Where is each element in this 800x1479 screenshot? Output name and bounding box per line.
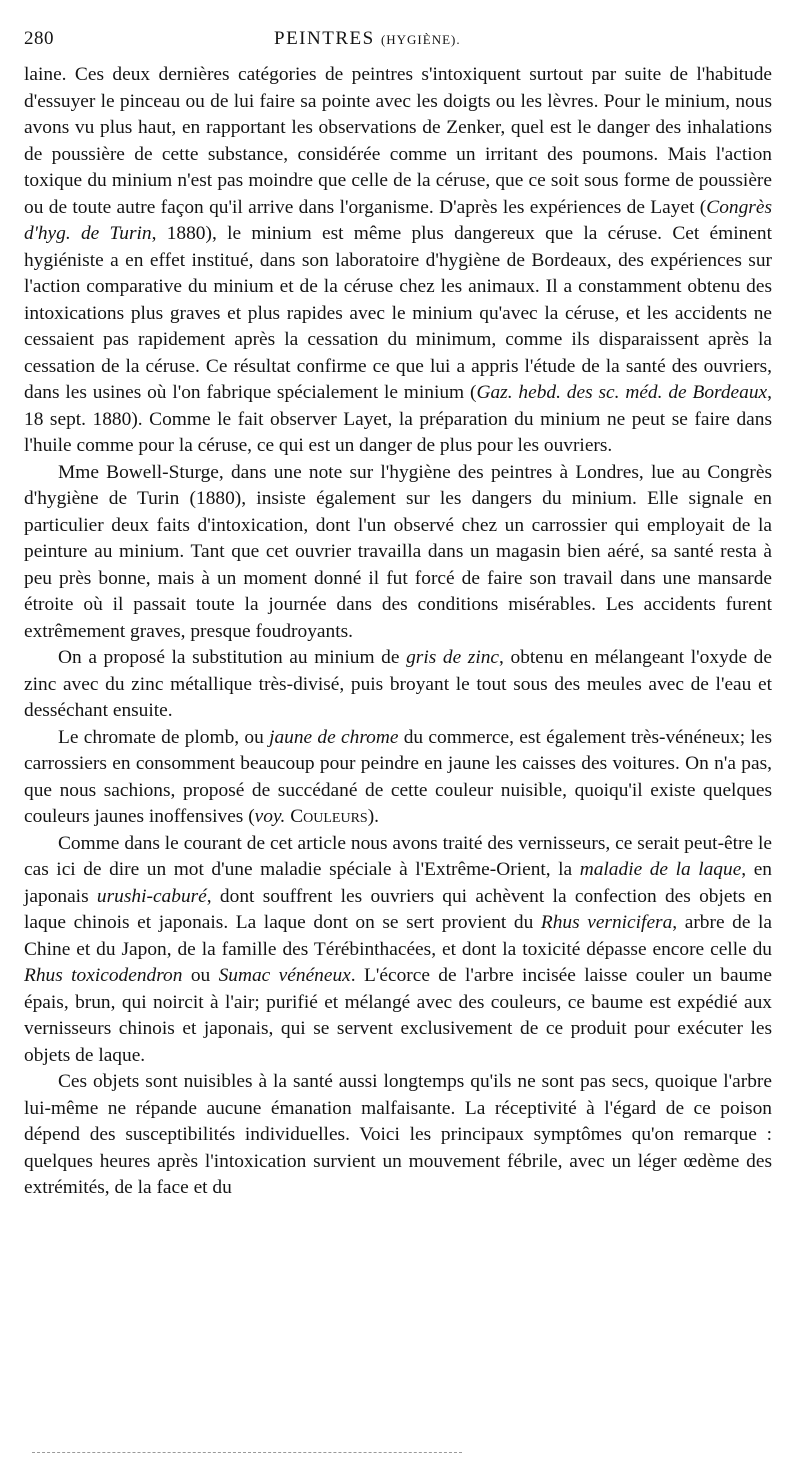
text-run: On a proposé la substitution au minium de: [58, 647, 407, 668]
running-head-title: PEINTRES: [274, 28, 375, 49]
text-run: , obtenu en mélangeant l'oxyde de zinc avec du zinc métallique très-divisé, puis broyant le tout sous des meules avec de l'eau et desséchant ensuite.: [24, 647, 772, 721]
text-run: Comme dans le courant de cet article nous avons traité des vernisseurs, ce serait peut-être le cas ici de dire un mot d'une maladie spéciale à l'Extrême-Orient, la: [24, 832, 772, 880]
page: [24, 28, 772, 1202]
italic-span: Rhus toxicodendron: [24, 965, 183, 986]
italic-span: gris de zinc: [406, 647, 500, 668]
footer-rule: [32, 1452, 462, 1453]
small-caps-span: Couleurs: [290, 806, 368, 827]
text-run: , arbre de la Chine et du Japon, de la famille des Térébinthacées, et dont la toxicité dépasse encore celle du: [24, 912, 772, 960]
italic-span: maladie de la laque: [579, 859, 742, 880]
paragraph: [24, 831, 772, 1070]
text-run: Le chromate de plomb, ou: [58, 726, 270, 748]
italic-span: Sumac vénéneux: [218, 965, 351, 986]
body-text: [24, 62, 772, 1202]
running-head-subtitle: (HYGIÈNE).: [380, 32, 461, 47]
italic-span: Gaz. hebd. des sc. méd. de Bordeaux: [476, 382, 768, 403]
text-run: . L'écorce de l'arbre incisée laisse couler un baume épais, brun, qui noircit à l'air; purifié et mélangé avec des couleurs, ce baume est expédié aux vernisseurs chinois et japonais, qui se servent exclusivement de ce produit pour exécuter les objets de laque.: [24, 965, 772, 1066]
paragraph: [24, 1069, 772, 1202]
text-run: Ces objets sont nuisibles à la santé aussi longtemps qu'ils ne sont pas secs, quoique l'arbre lui-même ne répande aucune émanation malfaisante. La réceptivité à l'égard de ce poison dépend des susceptibilités individuelles. Voici les principaux symptômes qu'on remarque : quelques heures après l'intoxication survient un mouvement fébrile, avec un léger œdème des extrémités, de la face et du: [24, 1071, 772, 1198]
paragraph: [24, 62, 772, 460]
italic-span: Congrès d'hyg. de Turin: [24, 196, 772, 244]
italic-span: urushi-caburé: [96, 885, 207, 907]
running-head: [274, 28, 461, 50]
italic-span: jaune de chrome: [269, 726, 399, 748]
italic-span: voy.: [254, 806, 286, 827]
page-header: [24, 28, 772, 62]
text-run: du commerce, est également très-vénéneux; les carrossiers en consomment beaucoup pour peindre en jaune les caisses des voitures. On n'a pas, que nous sachions, proposé de succédané de cette couleur nuisible, quoiqu'il existe quelques couleurs jaunes inoffensives (: [24, 726, 772, 827]
text-run: Mme Bowell-Sturge, dans une note sur l'hygiène des peintres à Londres, lue au Congrès d'hygiène de Turin (1880), insiste également sur les dangers du minium. Elle signale en particulier deux faits d'intoxication, dont l'un observé chez un carrossier qui employait de la peinture au minium. Tant que cet ouvrier travailla dans un magasin bien aéré, sa santé resta à peu près bonne, mais à un moment donné il fut forcé de faire son travail dans une mansarde étroite où il passait toute la journée dans des conditions misérables. Les accidents furent extrêmement graves, presque foudroyants.: [24, 461, 772, 642]
paragraph: [24, 460, 772, 646]
text-run: , en japonais: [24, 859, 772, 907]
page-number: 280: [24, 28, 54, 49]
text-run: , 18 sept. 1880). Comme le fait observer Layet, la préparation du minium ne peut se faire dans l'huile comme pour la céruse, ce qui est un danger de plus pour les ouvriers.: [24, 382, 772, 456]
text-run: ).: [367, 806, 380, 827]
text-run: , dont souffrent les ouvriers qui achèvent la confection des objets en laque chinois et japonais. La laque dont on se sert provient du: [24, 885, 773, 933]
text-run: ou: [182, 965, 219, 986]
text-run: laine. Ces deux dernières catégories de peintres s'intoxiquent surtout par suite de l'habitude d'essuyer le pinceau ou de lui faire sa pointe avec les doigts ou les lèvres. Pour le minium, nous avons vu plus haut, en rapportant les observations de Zenker, quel est le danger des inhalations de poussière de cette substance, considérée comme un irritant des poumons. Mais l'action toxique du minium n'est pas moindre que celle de la céruse, que ce soit sous forme de poussière ou de toute autre façon qu'il arrive dans l'organisme. D'après les expériences de Layet (: [24, 64, 772, 218]
paragraph: [24, 645, 772, 725]
text-run: , 1880), le minium est même plus dangereux que la céruse. Cet éminent hygiéniste a en effet institué, dans son laboratoire d'hygiène de Bordeaux, des expériences sur l'action comparative du minium et de la céruse chez les animaux. Il a constamment obtenu des intoxications plus graves et plus rapides avec le minium qu'avec la céruse, et les accidents ne cessaient pas rapidement après la cessation du minimum, comme ils disparaissent après la cessation de la céruse. Ce résultat confirme ce que lui a appris l'étude de la santé des ouvriers, dans les usines où l'on fabrique spécialement le minium (: [24, 223, 772, 403]
paragraph: [24, 725, 772, 831]
italic-span: Rhus vernicifera: [540, 912, 673, 933]
